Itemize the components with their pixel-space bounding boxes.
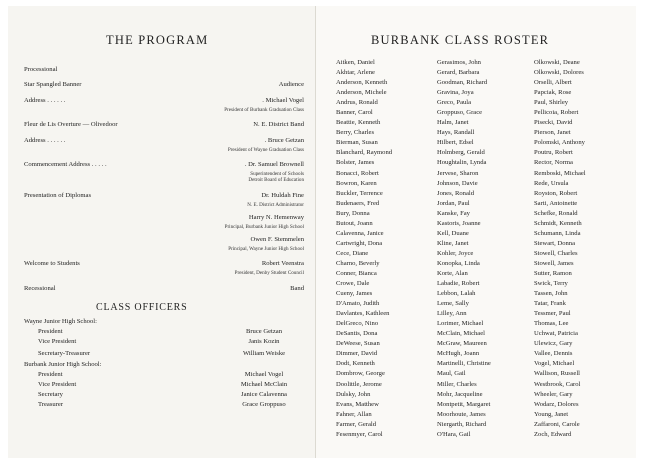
officer-role: President: [38, 328, 63, 335]
program-item-performer: Harry N. Hemenway: [248, 214, 304, 221]
roster-name: Dodt, Kenneth: [336, 360, 375, 368]
roster-name: Korte, Alan: [437, 269, 468, 277]
program-item-subtitle: President, Denby Student Council: [234, 270, 304, 276]
roster-name: Kell, Duane: [437, 229, 469, 237]
roster-name: Wheeler, Gary: [534, 390, 573, 398]
roster-name: Olkowski, Deane: [534, 59, 580, 66]
program-item: [24, 66, 304, 76]
program-item: [24, 161, 304, 183]
roster-name: Jordan, Paul: [437, 199, 470, 207]
roster-name: Buckler, Terrence: [336, 189, 383, 197]
program-title: THE PROGRAM: [106, 33, 209, 47]
officer-row: [24, 391, 304, 401]
roster-column: [534, 58, 632, 440]
roster-name: Dulsky, John: [336, 390, 371, 398]
program-page: [8, 6, 316, 458]
roster-name: Vallee, Dennis: [534, 350, 573, 358]
roster-name: Paul, Shirley: [534, 99, 569, 107]
roster-name: Young, Janet: [534, 410, 569, 418]
roster-name: Goodman, Richard: [437, 79, 488, 87]
program-item-performer: Owen F. Stemmelen: [250, 236, 304, 243]
roster-name: Vogel, Michael: [534, 360, 575, 368]
program-item: [24, 236, 304, 252]
roster-name: Labadie, Robert: [437, 280, 480, 288]
roster-name: Hays, Randall: [437, 129, 475, 137]
roster-name: Martinelli, Christine: [437, 360, 491, 368]
program-item-title: Commencement Address . . . . .: [24, 161, 107, 168]
program-item-performer: . Bruce Getzan: [264, 137, 304, 144]
program-line: [24, 81, 304, 91]
roster-name: Akhtar, Arlene: [336, 69, 375, 77]
roster-name: Wallison, Russell: [534, 370, 580, 378]
program-item-subtitle: N. E. District Administrator: [247, 202, 304, 208]
roster-name: Ulewicz, Gary: [534, 340, 573, 348]
roster-name: Lorimer, Michael: [437, 320, 484, 328]
officer-role: Vice President: [38, 338, 77, 345]
roster-name: Bowron, Karen: [336, 179, 377, 187]
program-item-performer: Robert Veenstra: [261, 260, 304, 267]
roster-name: Lebbon, Lalah: [437, 290, 476, 298]
roster-name: Remboski, Michael: [534, 169, 586, 177]
roster-name: Pierson, Janet: [534, 129, 571, 137]
officer-name: William Weiske: [242, 350, 286, 357]
program-item-performer: Audience: [278, 81, 304, 88]
officer-role: Vice President: [38, 381, 77, 388]
roster-name: Anderson, Kenneth: [336, 79, 388, 87]
roster-name: Davlantes, Kathleen: [336, 310, 390, 318]
roster-name: Gerasimos, John: [437, 59, 481, 66]
officer-row: [24, 381, 304, 391]
roster-name: Tassen, John: [534, 290, 568, 298]
roster-name: Montpetit, Margaret: [437, 400, 491, 408]
roster-name: Farmer, Gerald: [336, 420, 377, 428]
program-line: [24, 137, 304, 147]
program-item-title: Presentation of Diplomas: [24, 192, 92, 199]
roster-name: Beattie, Kenneth: [336, 119, 381, 127]
roster-name: Rede, Ursula: [534, 179, 569, 187]
roster-name: Hilbert, Edsel: [437, 139, 474, 147]
roster-name: Banner, Carol: [336, 109, 373, 117]
officer-name: Grace Groppuso: [242, 401, 286, 408]
program-line: [24, 121, 304, 131]
roster-name: Doolittle, Jerome: [336, 380, 382, 388]
roster-name: Butout, Joann: [336, 219, 373, 227]
roster-name: Bury, Donna: [336, 209, 370, 217]
roster-name: Sutter, Ramon: [534, 269, 572, 277]
roster-name: Schefke, Ronald: [534, 209, 578, 217]
program-item: [24, 260, 304, 276]
roster-name: McHugh, Joann: [437, 350, 480, 358]
roster-name: DelGreco, Nino: [336, 320, 379, 328]
roster-name: Crowe, Dale: [336, 280, 370, 288]
program-item: [24, 192, 304, 208]
program-item-performer: Band: [290, 285, 304, 292]
officer-school: Burbank Junior High School:: [24, 361, 102, 368]
program-item: [24, 137, 304, 153]
roster-name: Pellicoia, Robert: [534, 109, 579, 117]
program-item-subtitle: Detroit Board of Education: [248, 177, 304, 184]
roster-name: D'Amato, Judith: [336, 300, 380, 308]
roster-column: [437, 58, 535, 440]
program-item: [24, 97, 304, 113]
program-item-subtitle: Principal, Wayne Junior High School: [228, 246, 304, 252]
roster-name: Maul, Gail: [437, 370, 466, 378]
roster-name: Konopka, Linda: [437, 259, 480, 267]
roster-name: Blanchard, Raymond: [336, 149, 393, 157]
officer-name: Michael Vogel: [244, 371, 284, 378]
roster-name: Wodarz, Dolores: [534, 400, 579, 408]
program-line: [24, 97, 304, 107]
program-item-subtitle: Superintendent of Schools: [250, 171, 304, 177]
roster-name: Jones, Ronald: [437, 189, 474, 197]
roster-name: Niergarth, Richard: [437, 420, 487, 428]
officer-row: [24, 318, 304, 328]
roster-column: [336, 58, 434, 440]
officer-school: Wayne Junior High School:: [24, 318, 97, 325]
program-line: [24, 214, 304, 224]
officer-role: Secretary-Treasurer: [38, 350, 91, 357]
roster-name: Aitken, Daniel: [336, 59, 375, 66]
roster-name: Fesenmyer, Carol: [336, 430, 383, 438]
officer-name: Janice Calavenna: [241, 391, 287, 398]
roster-name: Thomas, Lee: [534, 320, 569, 328]
roster-name: Miller, Charles: [437, 380, 477, 388]
roster-name: Leme, Sally: [437, 300, 469, 308]
program-line: [24, 285, 304, 295]
roster-page: [316, 6, 636, 458]
roster-name: Royston, Robert: [534, 189, 578, 197]
roster-name: Dimmer, David: [336, 350, 378, 358]
roster-name: Westbrook, Carol: [534, 380, 581, 388]
program-item-title: Recessional: [24, 285, 56, 292]
roster-name: Olkowski, Dolores: [534, 69, 584, 77]
program-item-title: Star Spangled Banner: [24, 81, 82, 88]
officer-row: [24, 361, 304, 371]
roster-name: Rector, Norma: [534, 159, 573, 167]
program-line: [24, 260, 304, 270]
roster-name: Swick, Terry: [534, 280, 568, 288]
roster-name: Tessmer, Paul: [534, 310, 571, 318]
roster-name: Fahner, Allan: [336, 410, 372, 418]
program-item: [24, 81, 304, 91]
roster-name: Orselli, Albert: [534, 79, 572, 87]
officer-role: President: [38, 371, 63, 378]
program-item-performer: Dr. Huldah Fine: [261, 192, 304, 199]
roster-name: Andrus, Ronald: [336, 99, 378, 107]
officer-row: [24, 401, 304, 411]
roster-name: Mohr, Jacqueline: [437, 390, 483, 398]
roster-name: Pisecki, David: [534, 119, 573, 127]
officer-row: [24, 328, 304, 338]
roster-name: Bierman, Susan: [336, 139, 378, 147]
roster-name: Greco, Paula: [437, 99, 472, 107]
program-item-title: Fleur de Lis Overture — Olivedoor: [24, 121, 118, 128]
roster-name: Gravina, Joya: [437, 89, 474, 97]
roster-name: Halm, Janet: [437, 119, 469, 127]
program-item-title: Processional: [24, 66, 58, 73]
officer-name: Michael McClain: [240, 381, 288, 388]
roster-name: McGraw, Maureen: [437, 340, 487, 348]
roster-name: Charno, Beverly: [336, 259, 380, 267]
roster-name: Cece, Diane: [336, 249, 369, 257]
program-line: [24, 236, 304, 246]
roster-name: Cueny, James: [336, 290, 373, 298]
roster-name: Stowell, James: [534, 259, 574, 267]
officer-name: Janis Kozin: [248, 338, 280, 345]
roster-name: O'Hara, Gail: [437, 430, 471, 438]
officer-row: [24, 338, 304, 348]
roster-name: Calavenna, Janice: [336, 229, 384, 237]
program-item-subtitle: President of Burbank Graduation Class: [224, 107, 304, 113]
roster-name: Budenaers, Fred: [336, 199, 380, 207]
roster-name: Dombrow, George: [336, 370, 385, 378]
roster-name: Sarti, Antoinette: [534, 199, 578, 207]
officer-name: Bruce Getzan: [245, 328, 283, 335]
roster-name: Gerard, Barbara: [437, 69, 480, 77]
program-line: [24, 66, 304, 76]
roster-name: Kohler, Joyce: [437, 249, 474, 257]
roster-name: Papciak, Rose: [534, 89, 572, 97]
roster-name: Polomski, Anthony: [534, 139, 585, 147]
roster-name: Stowell, Charles: [534, 249, 578, 257]
roster-name: DeSantis, Dona: [336, 330, 378, 338]
roster-name: DeWeese, Susan: [336, 340, 380, 348]
roster-name: Cartwright, Dona: [336, 239, 383, 247]
roster-name: Poutru, Robert: [534, 149, 573, 157]
roster-title: BURBANK CLASS ROSTER: [371, 33, 550, 47]
program-item-subtitle: Principal, Burbank Junior High School: [224, 224, 304, 230]
roster-name: Bonacci, Robert: [336, 169, 379, 177]
roster-name: Schmidt, Kenneth: [534, 219, 582, 227]
roster-name: Zoch, Edward: [534, 430, 572, 438]
program-item-title: Address . . . . . .: [24, 137, 66, 144]
roster-name: Houghtalin, Lynda: [437, 159, 487, 167]
program-item-title: Address . . . . . .: [24, 97, 66, 104]
program-item: [24, 214, 304, 230]
roster-name: Bolster, James: [336, 159, 375, 167]
program-item: [24, 121, 304, 131]
roster-name: Lilley, Ann: [437, 310, 467, 318]
roster-name: Kline, Janet: [437, 239, 469, 247]
roster-name: Jervese, Sharon: [437, 169, 479, 177]
roster-name: Kanske, Fay: [437, 209, 470, 217]
officers-title: CLASS OFFICERS: [96, 302, 188, 313]
roster-name: Tatar, Frank: [534, 300, 566, 308]
program-item-performer: N. E. District Band: [253, 121, 304, 128]
roster-name: Holmberg, Gerald: [437, 149, 485, 157]
officer-row: [24, 350, 304, 360]
roster-name: McClain, Michael: [437, 330, 485, 338]
program-item: [24, 285, 304, 295]
roster-name: Conner, Bianca: [336, 269, 377, 277]
program-item-performer: . Dr. Samuel Brownell: [244, 161, 304, 168]
roster-name: Moorhoute, James: [437, 410, 486, 418]
roster-name: Kastoris, Joanne: [437, 219, 481, 227]
officer-row: [24, 371, 304, 381]
roster-name: Anderson, Michele: [336, 89, 387, 97]
roster-name: Stewart, Donna: [534, 239, 576, 247]
officer-role: Treasurer: [38, 401, 64, 408]
roster-name: Uchwat, Patricia: [534, 330, 578, 338]
program-item-subtitle: President of Wayne Graduation Class: [227, 147, 304, 153]
roster-name: Johnson, Davie: [437, 179, 478, 187]
roster-name: Evans, Matthew: [336, 400, 379, 408]
roster-name: Zaffaroni, Carole: [534, 420, 580, 428]
program-sheet: [8, 6, 636, 458]
roster-name: Schumann, Linda: [534, 229, 581, 237]
roster-name: Berry, Charles: [336, 129, 375, 137]
program-line: [24, 192, 304, 202]
program-line: [24, 161, 304, 171]
program-item-title: Welcome to Students: [24, 260, 80, 267]
roster-name: Groppuso, Grace: [437, 109, 483, 117]
officer-role: Secretary: [38, 391, 63, 398]
program-item-performer: . Michael Vogel: [262, 97, 304, 104]
